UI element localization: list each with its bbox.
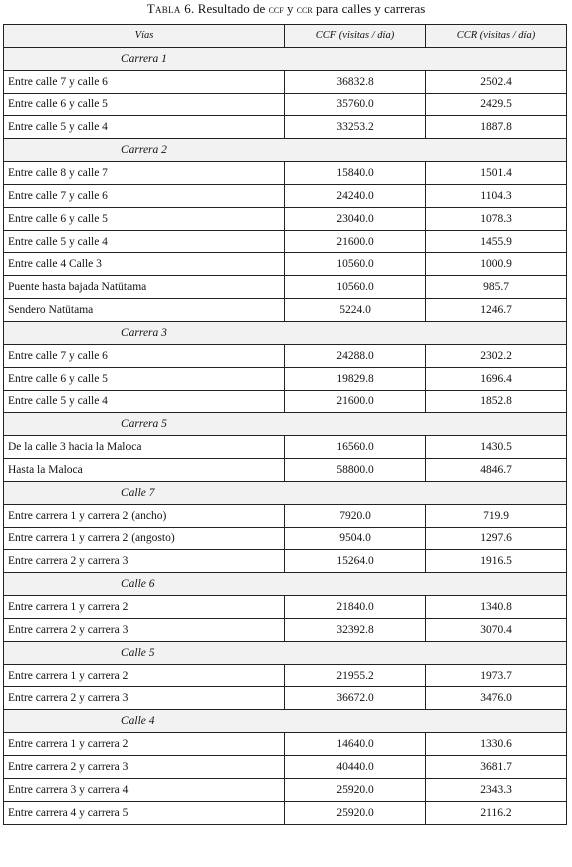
- via-cell: Entre calle 7 y calle 6: [4, 184, 285, 207]
- ccf-cell: 36672.0: [285, 687, 426, 710]
- group-header-row: [4, 573, 567, 596]
- via-cell: Entre calle 5 y calle 4: [4, 390, 285, 413]
- ccf-cell: 10560.0: [285, 253, 426, 276]
- via-cell: Entre carrera 1 y carrera 2: [4, 664, 285, 687]
- ccf-cell: 15264.0: [285, 550, 426, 573]
- via-cell: Entre calle 4 Calle 3: [4, 253, 285, 276]
- ccr-cell: 1330.6: [426, 733, 567, 756]
- caption-abbr-ccf: ccf: [268, 4, 284, 16]
- table-row: [4, 344, 567, 367]
- group-header-row: [4, 321, 567, 344]
- ccf-cell: 25920.0: [285, 778, 426, 801]
- ccr-cell: 1000.9: [426, 253, 567, 276]
- ccf-cell: 24240.0: [285, 184, 426, 207]
- ccf-cell: 9504.0: [285, 527, 426, 550]
- table-row: [4, 778, 567, 801]
- ccr-cell: 985.7: [426, 276, 567, 299]
- ccr-cell: 719.9: [426, 504, 567, 527]
- table-row: [4, 253, 567, 276]
- via-cell: Entre calle 6 y calle 5: [4, 367, 285, 390]
- via-cell: Entre calle 7 y calle 6: [4, 344, 285, 367]
- ccf-cell: 25920.0: [285, 801, 426, 824]
- table-row: [4, 116, 567, 139]
- group-header-row: [4, 641, 567, 664]
- via-cell: Entre calle 6 y calle 5: [4, 93, 285, 116]
- ccf-cell: 36832.8: [285, 70, 426, 93]
- ccr-cell: 2502.4: [426, 70, 567, 93]
- table-row: [4, 276, 567, 299]
- table-row: [4, 664, 567, 687]
- via-cell: De la calle 3 hacia la Maloca: [4, 436, 285, 459]
- via-cell: Entre carrera 2 y carrera 3: [4, 687, 285, 710]
- table-row: [4, 527, 567, 550]
- table-row: [4, 93, 567, 116]
- header-row: [4, 25, 567, 48]
- ccr-cell: 1246.7: [426, 299, 567, 322]
- ccr-cell: 3476.0: [426, 687, 567, 710]
- via-cell: Entre carrera 2 y carrera 3: [4, 550, 285, 573]
- table-row: [4, 162, 567, 185]
- ccf-cell: 33253.2: [285, 116, 426, 139]
- ccr-cell: 1104.3: [426, 184, 567, 207]
- table-row: [4, 459, 567, 482]
- ccr-cell: 1696.4: [426, 367, 567, 390]
- header-ccr: CCR (visitas / día): [426, 25, 567, 48]
- table-body: [4, 47, 567, 824]
- ccf-cell: 15840.0: [285, 162, 426, 185]
- via-cell: Puente hasta bajada Natütama: [4, 276, 285, 299]
- via-cell: Entre calle 5 y calle 4: [4, 116, 285, 139]
- table-row: [4, 504, 567, 527]
- ccf-cell: 35760.0: [285, 93, 426, 116]
- via-cell: Entre calle 8 y calle 7: [4, 162, 285, 185]
- ccr-cell: 1973.7: [426, 664, 567, 687]
- ccf-cell: 21600.0: [285, 390, 426, 413]
- table-row: [4, 367, 567, 390]
- ccf-cell: 5224.0: [285, 299, 426, 322]
- ccr-cell: 1852.8: [426, 390, 567, 413]
- header-ccf: CCF (visitas / día): [285, 25, 426, 48]
- group-header-row: [4, 47, 567, 70]
- via-cell: Entre carrera 1 y carrera 2 (angosto): [4, 527, 285, 550]
- table-row: [4, 733, 567, 756]
- ccr-cell: 4846.7: [426, 459, 567, 482]
- group-title: Carrera 3: [4, 321, 567, 344]
- via-cell: Sendero Natütama: [4, 299, 285, 322]
- ccf-cell: 19829.8: [285, 367, 426, 390]
- ccr-cell: 1455.9: [426, 230, 567, 253]
- via-cell: Entre calle 5 y calle 4: [4, 230, 285, 253]
- via-cell: Entre carrera 2 y carrera 3: [4, 618, 285, 641]
- ccr-cell: 1501.4: [426, 162, 567, 185]
- ccr-cell: 1078.3: [426, 207, 567, 230]
- ccf-cell: 23040.0: [285, 207, 426, 230]
- caption-text-2: y: [286, 1, 294, 16]
- table-row: [4, 299, 567, 322]
- ccf-cell: 21600.0: [285, 230, 426, 253]
- group-header-row: [4, 481, 567, 504]
- via-cell: Entre carrera 3 y carrera 4: [4, 778, 285, 801]
- caption-text-3: para calles y carreras: [315, 1, 426, 16]
- ccf-cell: 7920.0: [285, 504, 426, 527]
- table-row: [4, 687, 567, 710]
- ccr-cell: 1887.8: [426, 116, 567, 139]
- via-cell: Entre calle 6 y calle 5: [4, 207, 285, 230]
- table-row: [4, 207, 567, 230]
- ccr-cell: 3681.7: [426, 756, 567, 779]
- table-row: [4, 801, 567, 824]
- via-cell: Entre carrera 4 y carrera 5: [4, 801, 285, 824]
- caption-abbr-ccr: ccr: [296, 4, 313, 16]
- table-caption: [0, 1, 572, 18]
- table-row: [4, 390, 567, 413]
- ccr-cell: 2302.2: [426, 344, 567, 367]
- ccf-cell: 24288.0: [285, 344, 426, 367]
- caption-text-1: Resultado de: [197, 1, 266, 16]
- ccf-cell: 16560.0: [285, 436, 426, 459]
- table-row: [4, 184, 567, 207]
- ccr-cell: 3070.4: [426, 618, 567, 641]
- ccf-cell: 40440.0: [285, 756, 426, 779]
- via-cell: Hasta la Maloca: [4, 459, 285, 482]
- group-title: Calle 7: [4, 481, 567, 504]
- table-row: [4, 756, 567, 779]
- group-title: Calle 4: [4, 710, 567, 733]
- ccr-cell: 1916.5: [426, 550, 567, 573]
- group-header-row: [4, 413, 567, 436]
- group-header-row: [4, 710, 567, 733]
- ccf-cell: 21955.2: [285, 664, 426, 687]
- ccf-cell: 58800.0: [285, 459, 426, 482]
- table-row: [4, 596, 567, 619]
- via-cell: Entre calle 7 y calle 6: [4, 70, 285, 93]
- ccr-cell: 2429.5: [426, 93, 567, 116]
- group-header-row: [4, 139, 567, 162]
- ccr-cell: 1297.6: [426, 527, 567, 550]
- table-row: [4, 618, 567, 641]
- table-row: [4, 70, 567, 93]
- ccf-cell: 10560.0: [285, 276, 426, 299]
- caption-label: Tabla 6.: [146, 1, 195, 16]
- group-title: Carrera 1: [4, 47, 567, 70]
- group-title: Calle 6: [4, 573, 567, 596]
- ccf-cell: 14640.0: [285, 733, 426, 756]
- table-row: [4, 436, 567, 459]
- via-cell: Entre carrera 1 y carrera 2 (ancho): [4, 504, 285, 527]
- via-cell: Entre carrera 1 y carrera 2: [4, 733, 285, 756]
- results-table: [3, 24, 567, 825]
- via-cell: Entre carrera 2 y carrera 3: [4, 756, 285, 779]
- ccr-cell: 2116.2: [426, 801, 567, 824]
- table-row: [4, 230, 567, 253]
- ccf-cell: 21840.0: [285, 596, 426, 619]
- ccr-cell: 2343.3: [426, 778, 567, 801]
- ccf-cell: 32392.8: [285, 618, 426, 641]
- header-vias: Vías: [4, 25, 285, 48]
- via-cell: Entre carrera 1 y carrera 2: [4, 596, 285, 619]
- group-title: Carrera 5: [4, 413, 567, 436]
- table-row: [4, 550, 567, 573]
- ccr-cell: 1430.5: [426, 436, 567, 459]
- group-title: Calle 5: [4, 641, 567, 664]
- group-title: Carrera 2: [4, 139, 567, 162]
- ccr-cell: 1340.8: [426, 596, 567, 619]
